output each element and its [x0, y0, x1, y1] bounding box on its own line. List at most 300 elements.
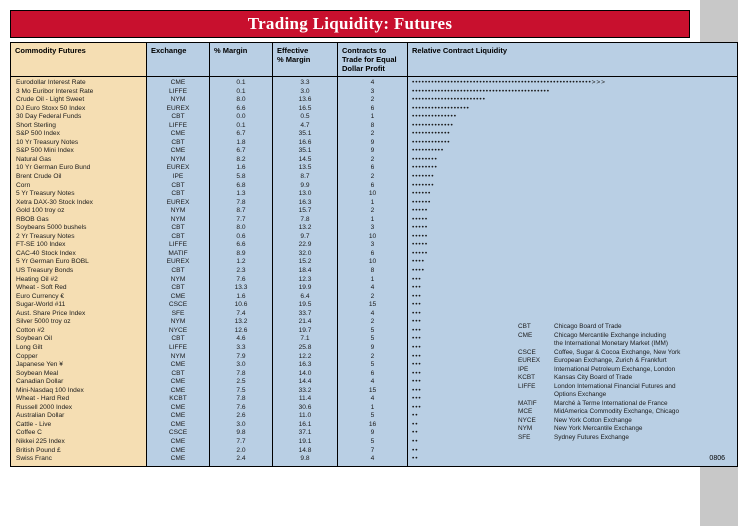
row-liquidity-dots: ••• [412, 361, 422, 369]
exchange-list [147, 77, 209, 466]
row-exchange: SFE [171, 309, 185, 317]
row-liquidity-dots: ••• [412, 326, 422, 334]
legend-row [518, 383, 718, 392]
legend-abbreviation [518, 391, 554, 400]
row-liquidity-dots: •••••••••••• [412, 138, 451, 146]
row-effective-margin: 13.5 [298, 164, 312, 172]
row-liquidity-dots: ••• [412, 301, 422, 309]
row-contracts: 4 [370, 309, 375, 317]
row-effective-margin: 15.2 [298, 258, 312, 266]
row-effective-margin: 22.9 [298, 241, 312, 249]
legend-row [518, 323, 718, 332]
row-margin: 0.1 [236, 79, 246, 86]
row-exchange: CSCE [168, 429, 188, 437]
row-commodity-name: Coffee C [16, 429, 42, 437]
effective-margin-line-1: Effective [277, 46, 309, 55]
row-margin: 7.4 [236, 309, 246, 317]
row-exchange: CBT [171, 181, 185, 189]
row-effective-margin: 12.2 [298, 352, 312, 360]
row-commodity-name: 10 Yr German Euro Bund [16, 164, 91, 172]
legend-description: the International Monetary Market (IMM) [554, 340, 669, 347]
row-commodity-name: Aust. Share Price Index [16, 309, 86, 317]
legend-description: Sydney Futures Exchange [554, 433, 629, 441]
row-commodity-name: Nikkei 225 Index [16, 437, 65, 445]
row-effective-margin: 14.4 [298, 378, 312, 386]
row-exchange: NYCE [168, 326, 188, 334]
row-exchange: CBT [171, 232, 185, 240]
row-exchange: CME [170, 455, 186, 463]
legend-row [518, 340, 718, 349]
row-margin: 8.2 [236, 155, 246, 163]
row-exchange: CME [170, 420, 186, 428]
row-contracts: 6 [370, 164, 375, 172]
row-commodity-name: Canadian Dollar [16, 378, 64, 386]
legend-description: Options Exchange [554, 391, 607, 398]
row-commodity-name: Soybean Meal [16, 369, 59, 377]
row-exchange: EUREX [166, 198, 190, 206]
row-margin: 1.8 [236, 138, 246, 146]
row-margin: 7.9 [236, 352, 246, 360]
row-contracts: 1 [370, 215, 375, 223]
row-contracts: 5 [370, 326, 375, 334]
row-contracts: 1 [370, 198, 375, 206]
row-exchange: CME [170, 79, 186, 86]
row-exchange: CME [170, 437, 186, 445]
column-header-effective-margin [273, 43, 338, 77]
row-liquidity-dots: •••• [412, 267, 425, 275]
legend-description: New York Mercantile Exchange [554, 425, 643, 432]
legend-abbreviation: EUREX [518, 357, 541, 364]
row-margin: 10.6 [234, 301, 248, 309]
row-liquidity-dots: ••• [412, 284, 422, 292]
row-commodity-name: S&P 500 Mini Index [16, 147, 74, 155]
row-effective-margin: 16.1 [298, 420, 312, 428]
row-contracts: 2 [370, 173, 375, 181]
row-liquidity-dots: ••• [412, 378, 422, 386]
contracts-cell [338, 77, 408, 467]
row-commodity-name: Wheat - Hard Red [16, 395, 70, 403]
row-exchange: CBT [171, 284, 185, 292]
row-margin: 3.0 [236, 361, 246, 369]
row-margin: 8.0 [236, 96, 246, 104]
row-exchange: CME [170, 386, 186, 394]
row-contracts: 4 [370, 378, 375, 386]
row-commodity-name: Corn [16, 181, 31, 189]
legend-description: Coffee, Sugar & Cocoa Exchange, New York [554, 348, 681, 356]
legend-row [518, 400, 718, 409]
legend-row [518, 349, 718, 358]
row-contracts: 2 [370, 207, 375, 215]
row-contracts: 5 [370, 335, 375, 343]
row-liquidity-dots: •••• [412, 258, 425, 266]
row-liquidity-dots: •••••••••••••••••• [412, 104, 470, 112]
row-liquidity-dots: ••• [412, 343, 422, 351]
row-exchange: EUREX [166, 164, 190, 172]
row-effective-margin: 3.3 [300, 79, 310, 86]
row-margin: 1.6 [236, 292, 246, 300]
exchange-legend [518, 323, 718, 442]
row-exchange: NYM [170, 215, 186, 223]
row-exchange: CME [170, 446, 186, 454]
row-liquidity-dots: ••• [412, 335, 422, 343]
row-contracts: 16 [368, 420, 377, 428]
row-exchange: CME [170, 412, 186, 420]
row-contracts: 2 [370, 318, 375, 326]
page-title: Trading Liquidity: Futures [247, 14, 453, 33]
row-margin: 0.0 [236, 113, 246, 121]
row-effective-margin: 18.4 [298, 267, 312, 275]
row-commodity-name: Wheat - Soft Red [16, 284, 67, 292]
row-contracts: 1 [370, 403, 375, 411]
row-liquidity-dots: ••••••••••••••••••••••• [412, 96, 486, 104]
row-effective-margin: 14.8 [298, 446, 312, 454]
row-margin: 0.6 [236, 232, 246, 240]
row-liquidity-dots: ••••• [412, 224, 429, 232]
row-liquidity-dots: •••••••••• [412, 147, 445, 155]
row-exchange: CBT [171, 267, 185, 275]
column-header-commodity: Commodity Futures [11, 43, 147, 77]
legend-row [518, 332, 718, 341]
row-liquidity-dots: ••••• [412, 232, 429, 240]
row-effective-margin: 19.1 [298, 437, 312, 445]
row-contracts: 9 [370, 343, 375, 351]
footer-code: 0806 [709, 454, 725, 462]
row-contracts: 2 [370, 352, 375, 360]
row-effective-margin: 13.6 [298, 96, 312, 104]
row-liquidity-dots: •••••• [412, 190, 432, 198]
row-exchange: NYM [170, 155, 186, 163]
row-contracts: 1 [370, 275, 375, 283]
margin-cell [210, 77, 273, 467]
legend-row [518, 366, 718, 375]
effective-margin-line-2: % Margin [277, 55, 311, 64]
row-contracts: 6 [370, 181, 375, 189]
row-effective-margin: 35.1 [298, 147, 312, 155]
row-effective-margin: 8.7 [300, 173, 310, 181]
legend-abbreviation: LIFFE [518, 382, 536, 390]
row-effective-margin: 9.9 [300, 181, 310, 189]
row-effective-margin: 11.4 [298, 395, 312, 403]
row-liquidity-dots: ••••••• [412, 173, 435, 181]
row-exchange: LIFFE [169, 241, 187, 249]
row-exchange: NYM [170, 318, 186, 326]
row-liquidity-dots: ••• [412, 369, 422, 377]
row-exchange: EUREX [166, 104, 190, 112]
row-margin: 6.8 [236, 181, 246, 189]
row-commodity-name: FT-SE 100 Index [16, 241, 66, 249]
row-margin: 6.6 [236, 104, 246, 112]
legend-description: London International Financial Futures and [554, 382, 676, 390]
column-header-contracts [338, 43, 408, 77]
row-exchange: IPE [172, 173, 184, 181]
contracts-line-3: Dollar Profit [342, 64, 385, 73]
row-exchange: CBT [171, 138, 185, 146]
row-contracts: 6 [370, 104, 375, 112]
row-contracts: 3 [370, 241, 375, 249]
legend-description: Marché à Terme International de France [554, 399, 668, 407]
row-liquidity-dots: ••••••• [412, 181, 435, 189]
contracts-list [338, 77, 407, 466]
row-effective-margin: 4.7 [300, 121, 310, 129]
row-exchange: NYM [170, 207, 186, 215]
row-margin: 12.6 [234, 326, 248, 334]
legend-abbreviation [518, 340, 554, 349]
row-effective-margin: 7.8 [300, 215, 310, 223]
row-exchange: NYM [170, 352, 186, 360]
row-exchange: KCBT [169, 395, 187, 403]
commodity-name-list [11, 77, 146, 466]
row-commodity-name: Natural Gas [16, 155, 52, 163]
commodity-names-cell [11, 77, 147, 467]
row-margin: 8.9 [236, 249, 246, 257]
row-margin: 5.8 [236, 173, 246, 181]
row-exchange: CME [170, 147, 186, 155]
row-margin: 2.0 [236, 446, 246, 454]
row-effective-margin: 12.3 [298, 275, 312, 283]
row-commodity-name: 3 Mo Euribor Interest Rate [16, 87, 94, 95]
row-margin: 13.3 [234, 284, 248, 292]
legend-abbreviation: CBT [518, 323, 531, 330]
row-commodity-name: Japanese Yen ¥ [16, 361, 63, 369]
row-effective-margin: 37.1 [298, 429, 312, 437]
row-contracts: 2 [370, 155, 375, 163]
contracts-line-2: Trade for Equal [342, 55, 397, 64]
row-commodity-name: 5 Yr Treasury Notes [16, 190, 75, 198]
row-margin: 0.1 [236, 87, 246, 95]
margin-list [210, 77, 272, 466]
legend-row [518, 374, 718, 383]
row-effective-margin: 7.1 [300, 335, 310, 343]
row-contracts: 15 [368, 386, 377, 394]
row-contracts: 8 [370, 267, 375, 275]
row-contracts: 9 [370, 147, 375, 155]
row-margin: 7.6 [236, 275, 246, 283]
row-commodity-name: Australian Dollar [16, 412, 65, 420]
row-margin: 1.6 [236, 164, 246, 172]
legend-description: MidAmerica Commodity Exchange, Chicago [554, 408, 680, 415]
row-exchange: CME [170, 130, 186, 138]
row-margin: 6.7 [236, 130, 246, 138]
row-margin: 7.8 [236, 198, 246, 206]
row-liquidity-dots: •• [412, 429, 419, 437]
legend-abbreviation: CSCE [518, 348, 536, 356]
legend-abbreviation: NYM [518, 425, 533, 432]
row-margin: 1.2 [236, 258, 246, 266]
page-title-bar [10, 10, 690, 38]
row-commodity-name: 5 Yr German Euro BOBL [16, 258, 89, 266]
row-liquidity-dots: ••••••••••••••••••••••••••••••••••••••••••••••••••••••••>>> [412, 79, 606, 86]
row-effective-margin: 13.0 [298, 190, 312, 198]
row-margin: 2.4 [236, 455, 246, 463]
row-commodity-name: RBOB Gas [16, 215, 49, 223]
exchange-cell [147, 77, 210, 467]
row-contracts: 10 [368, 258, 377, 266]
row-liquidity-dots: ••••• [412, 215, 429, 223]
row-effective-margin: 0.5 [300, 113, 310, 121]
legend-description: Kansas City Board of Trade [554, 374, 633, 381]
row-contracts: 7 [370, 446, 375, 454]
row-liquidity-dots: ••• [412, 403, 422, 411]
row-margin: 2.5 [236, 378, 246, 386]
row-effective-margin: 6.4 [300, 292, 310, 300]
row-effective-margin: 19.5 [298, 301, 312, 309]
row-commodity-name: DJ Euro Stoxx 50 Index [16, 104, 86, 112]
column-header-liquidity: Relative Contract Liquidity [408, 43, 738, 77]
row-margin: 7.7 [236, 437, 246, 445]
row-exchange: EUREX [166, 258, 190, 266]
row-exchange: LIFFE [169, 121, 187, 129]
row-commodity-name: Soybeans 5000 bushels [16, 224, 87, 232]
row-contracts: 10 [368, 190, 377, 198]
row-margin: 7.7 [236, 215, 246, 223]
row-effective-margin: 33.7 [298, 309, 312, 317]
row-exchange: NYM [170, 275, 186, 283]
row-contracts: 2 [370, 96, 375, 104]
legend-description: Chicago Mercantile Exchange including [554, 331, 666, 339]
row-commodity-name: British Pound £ [16, 446, 61, 454]
row-contracts: 2 [370, 292, 375, 300]
legend-abbreviation: CME [518, 331, 533, 339]
row-exchange: CSCE [168, 301, 188, 309]
row-commodity-name: CAC-40 Stock Index [16, 249, 76, 257]
row-contracts: 3 [370, 224, 375, 232]
row-contracts: 5 [370, 412, 375, 420]
liquidity-cell [408, 77, 738, 467]
row-liquidity-dots: ••••• [412, 207, 429, 215]
legend-description: International Petroleum Exchange, London [554, 365, 676, 373]
row-exchange: CBT [171, 113, 185, 121]
row-exchange: CBT [171, 335, 185, 343]
row-margin: 2.6 [236, 412, 246, 420]
row-liquidity-dots: ••• [412, 309, 422, 317]
row-effective-margin: 9.7 [300, 232, 310, 240]
row-effective-margin: 19.9 [298, 284, 312, 292]
legend-abbreviation: SFE [518, 433, 531, 441]
row-effective-margin: 14.0 [298, 369, 312, 377]
row-effective-margin: 3.0 [300, 87, 310, 95]
row-commodity-name: Copper [16, 352, 38, 360]
row-contracts: 10 [368, 232, 377, 240]
legend-description: Chicago Board of Trade [554, 323, 622, 330]
row-commodity-name: Mini-Nasdaq 100 Index [16, 386, 84, 394]
row-exchange: NYM [170, 96, 186, 104]
table-body-row [11, 77, 738, 467]
legend-abbreviation: MCE [518, 408, 533, 415]
table-header-row [11, 43, 738, 77]
row-liquidity-dots: ••••••••••••• [412, 121, 454, 129]
row-margin: 6.7 [236, 147, 246, 155]
row-liquidity-dots: •• [412, 437, 419, 445]
row-commodity-name: Eurodollar Interest Rate [16, 79, 86, 86]
row-liquidity-dots: ••• [412, 292, 422, 300]
row-liquidity-dots: ••• [412, 386, 422, 394]
row-effective-margin: 33.2 [298, 386, 312, 394]
row-liquidity-dots: •• [412, 420, 419, 428]
row-exchange: CBT [171, 369, 185, 377]
row-margin: 7.8 [236, 369, 246, 377]
row-liquidity-dots: •••••••• [412, 155, 438, 163]
row-effective-margin: 14.5 [298, 155, 312, 163]
row-exchange: CME [170, 292, 186, 300]
row-effective-margin: 35.1 [298, 130, 312, 138]
row-contracts: 4 [370, 455, 375, 463]
row-exchange: LIFFE [169, 343, 187, 351]
row-liquidity-dots: ••••••••••••••••••••••••••••••••••••••••••• [412, 87, 550, 95]
row-commodity-name: Swiss Franc [16, 455, 52, 463]
row-effective-margin: 21.4 [298, 318, 312, 326]
effective-margin-cell [273, 77, 338, 467]
row-effective-margin: 19.7 [298, 326, 312, 334]
row-commodity-name: 30 Day Federal Funds [16, 113, 82, 121]
row-contracts: 4 [370, 79, 375, 86]
row-liquidity-dots: ••••• [412, 249, 429, 257]
row-contracts: 6 [370, 369, 375, 377]
row-margin: 1.3 [236, 190, 246, 198]
row-contracts: 3 [370, 87, 375, 95]
row-commodity-name: Crude Oil - Light Sweet [16, 96, 85, 104]
row-exchange: CME [170, 378, 186, 386]
row-effective-margin: 16.3 [298, 361, 312, 369]
row-margin: 8.7 [236, 207, 246, 215]
row-commodity-name: Long Gilt [16, 343, 43, 351]
effective-margin-list [273, 77, 337, 466]
row-effective-margin: 16.6 [298, 138, 312, 146]
legend-abbreviation: NYCE [518, 416, 536, 424]
row-margin: 3.3 [236, 343, 246, 351]
legend-row [518, 357, 718, 366]
row-margin: 2.3 [236, 267, 246, 275]
row-margin: 7.5 [236, 386, 246, 394]
row-exchange: CBT [171, 224, 185, 232]
row-contracts: 8 [370, 121, 375, 129]
futures-liquidity-table [10, 42, 738, 467]
row-margin: 13.2 [234, 318, 248, 326]
column-header-exchange: Exchange [147, 43, 210, 77]
row-commodity-name: Xetra DAX-30 Stock Index [16, 198, 93, 206]
legend-description: New York Cotton Exchange [554, 416, 632, 424]
row-effective-margin: 16.3 [298, 198, 312, 206]
legend-row [518, 417, 718, 426]
row-contracts: 4 [370, 395, 375, 403]
row-contracts: 4 [370, 284, 375, 292]
row-commodity-name: Gold 100 troy oz [16, 207, 65, 215]
row-margin: 7.6 [236, 403, 246, 411]
row-effective-margin: 30.6 [298, 403, 312, 411]
row-commodity-name: Brent Crude Oil [16, 173, 62, 181]
row-liquidity-dots: •••••• [412, 198, 432, 206]
row-margin: 4.6 [236, 335, 246, 343]
row-contracts: 9 [370, 429, 375, 437]
row-exchange: CME [170, 403, 186, 411]
row-liquidity-dots: •••••••••••• [412, 130, 451, 138]
row-contracts: 6 [370, 249, 375, 257]
row-liquidity-dots: ••••• [412, 241, 429, 249]
row-exchange: MATIF [168, 249, 188, 257]
legend-description: European Exchange, Zurich & Frankfurt [554, 357, 667, 364]
legend-row [518, 425, 718, 434]
row-exchange: CME [170, 361, 186, 369]
row-margin: 3.0 [236, 420, 246, 428]
row-commodity-name: 2 Yr Treasury Notes [16, 232, 75, 240]
legend-abbreviation: IPE [518, 365, 529, 373]
row-margin: 9.8 [236, 429, 246, 437]
row-effective-margin: 25.8 [298, 343, 312, 351]
row-margin: 6.6 [236, 241, 246, 249]
row-contracts: 2 [370, 130, 375, 138]
row-margin: 8.0 [236, 224, 246, 232]
row-contracts: 15 [368, 301, 377, 309]
contracts-line-1: Contracts to [342, 46, 387, 55]
